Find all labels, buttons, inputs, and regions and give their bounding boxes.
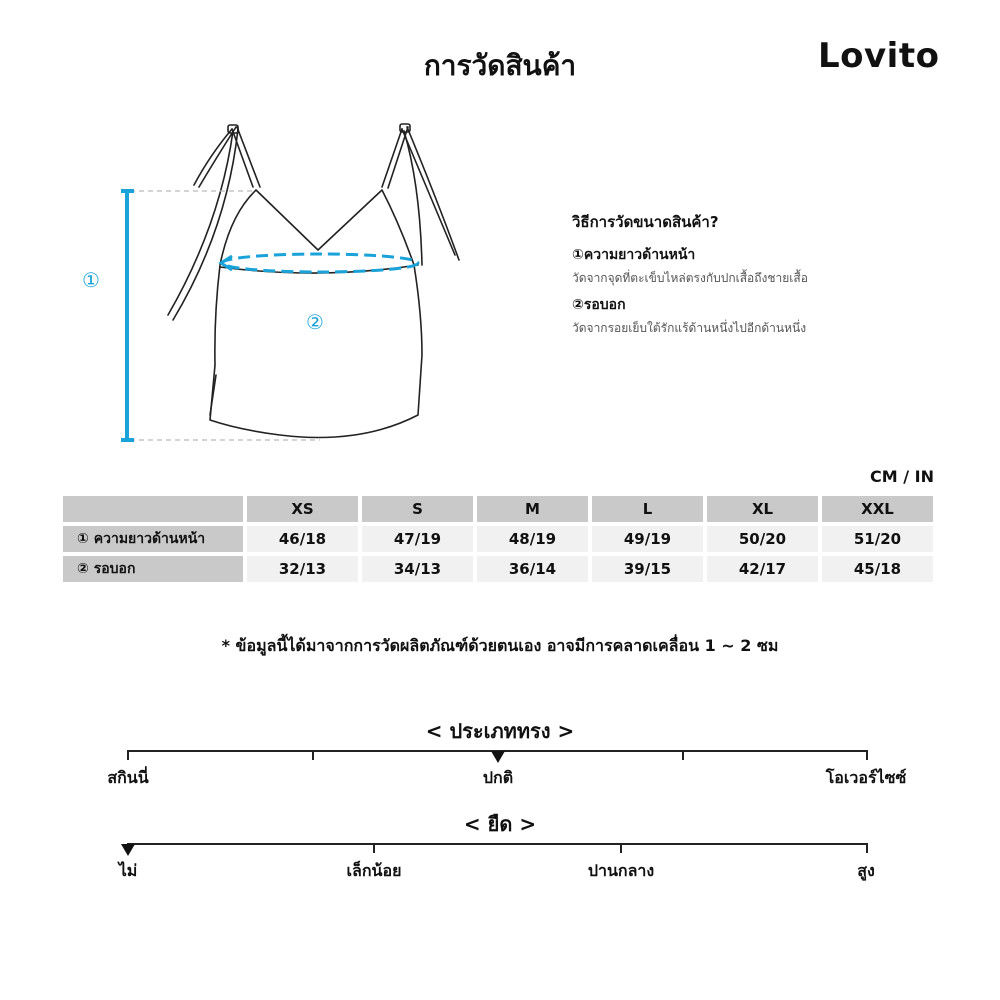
brand-logo: Lovito — [818, 36, 940, 76]
how-to-item-desc: วัดจากจุดที่ตะเข็บไหล่ตรงกับปกเสื้อถึงชายเสื้อ — [572, 271, 808, 285]
fit-tick — [312, 750, 314, 760]
table-cell: 51/20 — [822, 526, 933, 552]
row-label: ① ความยาวด้านหน้า — [63, 526, 243, 552]
stretch-scale-line — [127, 843, 868, 845]
how-to-item-title: ②รอบอก — [572, 297, 626, 313]
how-to-item-title: ①ความยาวด้านหน้า — [572, 247, 696, 263]
fit-tick — [127, 750, 129, 760]
table-cell: 50/20 — [707, 526, 818, 552]
size-header: M — [477, 496, 588, 522]
fit-tick — [866, 750, 868, 760]
measurement-note: * ข้อมูลนี้ได้มาจากการวัดผลิตภัณฑ์ด้วยตนเอง อาจมีการคลาดเคลื่อน 1 ~ 2 ซม — [221, 636, 779, 655]
stretch-label: สูง — [857, 861, 875, 880]
fit-tick — [682, 750, 684, 760]
right-tie — [402, 127, 459, 260]
table-cell: 46/18 — [247, 526, 358, 552]
table-corner — [63, 496, 243, 522]
fit-label: ปกติ — [482, 768, 514, 787]
fit-label: สกินนี่ — [107, 768, 149, 787]
stretch-scale-title: < ยืด > — [463, 812, 537, 836]
how-to-heading: วิธีการวัดขนาดสินค้า? — [572, 213, 719, 231]
stretch-label: เล็กน้อย — [346, 861, 402, 880]
table-cell: 49/19 — [592, 526, 703, 552]
how-to-item-desc: วัดจากรอยเย็บใต้รักแร้ด้านหนึ่งไปอีกด้านหนึ่ง — [572, 321, 807, 335]
table-cell: 45/18 — [822, 556, 933, 582]
row-label: ② รอบอก — [63, 556, 243, 582]
table-cell: 32/13 — [247, 556, 358, 582]
stretch-tick — [866, 843, 868, 853]
page-title: การวัดสินค้า — [423, 49, 577, 82]
left-strap — [232, 127, 260, 187]
front-length-measure — [121, 191, 134, 440]
table-row — [63, 526, 933, 552]
right-strap — [382, 127, 408, 188]
unit-label: CM / IN — [870, 467, 934, 486]
size-header: L — [592, 496, 703, 522]
table-cell: 48/19 — [477, 526, 588, 552]
table-cell: 36/14 — [477, 556, 588, 582]
table-cell: 47/19 — [362, 526, 473, 552]
table-row — [63, 556, 933, 582]
stretch-tick — [620, 843, 622, 853]
table-header-row — [63, 496, 933, 522]
table-cell: 42/17 — [707, 556, 818, 582]
marker-bust: ② — [306, 310, 324, 334]
size-header: XS — [247, 496, 358, 522]
fit-label: โอเวอร์ไซซ์ — [825, 768, 907, 787]
left-tie-lower — [168, 129, 238, 320]
how-to-measure — [572, 210, 972, 338]
fit-pointer-icon — [491, 751, 505, 763]
table-cell: 39/15 — [592, 556, 703, 582]
stretch-tick — [373, 843, 375, 853]
fit-scale-title: < ประเภททรง > — [425, 719, 575, 743]
stretch-label: ปานกลาง — [587, 861, 655, 880]
size-header: XXL — [822, 496, 933, 522]
size-table — [59, 492, 937, 586]
size-header: S — [362, 496, 473, 522]
table-cell: 34/13 — [362, 556, 473, 582]
marker-front-length: ① — [82, 268, 100, 292]
garment-illustration — [70, 115, 460, 455]
stretch-pointer-icon — [121, 844, 135, 856]
size-header: XL — [707, 496, 818, 522]
stretch-label: ไม่ — [118, 861, 138, 880]
